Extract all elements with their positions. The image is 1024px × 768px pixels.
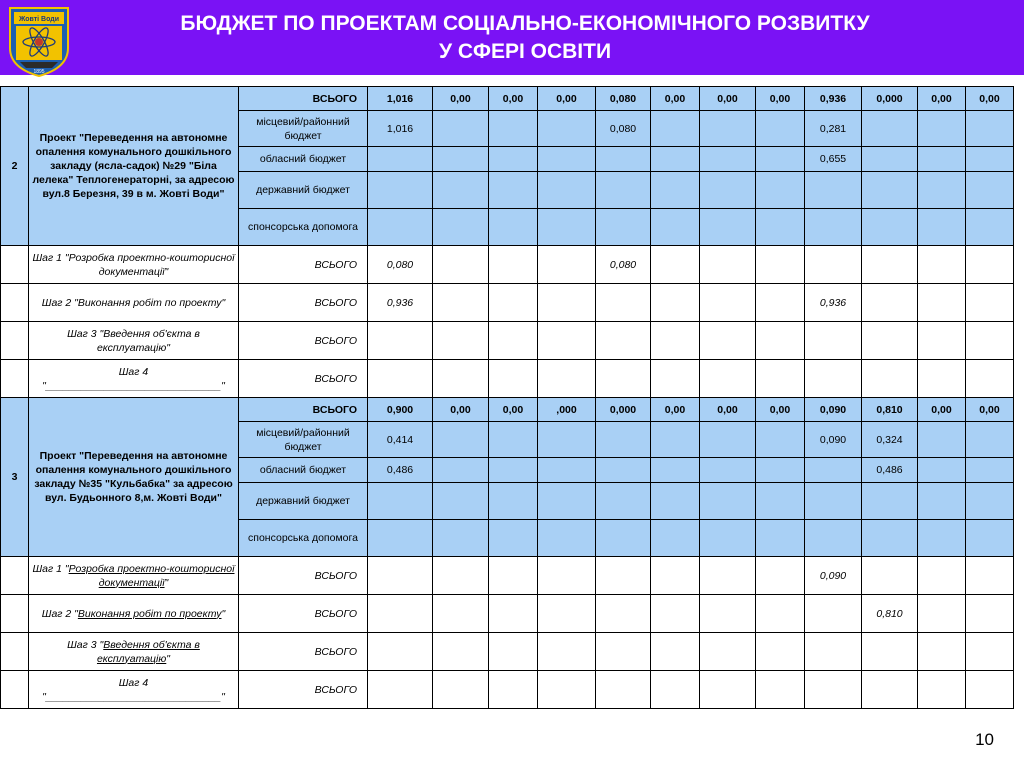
- value-cell: [651, 147, 700, 172]
- step-prefix: Шаг 1 ": [32, 562, 69, 575]
- value-cell: [596, 360, 651, 398]
- value-cell: [966, 147, 1014, 172]
- project-number: 3: [1, 398, 29, 557]
- value-cell: [918, 422, 966, 458]
- value-cell: [756, 422, 805, 458]
- value-cell: [538, 111, 596, 147]
- value-cell: [918, 671, 966, 709]
- table-row: [1, 557, 1014, 595]
- value-cell: [651, 557, 700, 595]
- step-name: [29, 557, 239, 595]
- table-row: [1, 284, 1014, 322]
- step-title: Введення об'єкта в експлуатацію: [96, 638, 200, 665]
- step-name: [29, 671, 239, 709]
- value-cell: [700, 671, 756, 709]
- value-cell: 0,000: [862, 87, 918, 111]
- value-cell: 0,936: [805, 87, 862, 111]
- value-cell: [651, 322, 700, 360]
- value-cell: 1,016: [368, 111, 433, 147]
- value-cell: 0,936: [805, 284, 862, 322]
- funding-source-label: державний бюджет: [239, 483, 368, 520]
- value-cell: [368, 360, 433, 398]
- value-cell: [433, 322, 489, 360]
- step-name: [29, 246, 239, 284]
- value-cell: [489, 458, 538, 483]
- step-total-label: ВСЬОГО: [239, 322, 368, 360]
- value-cell: [538, 557, 596, 595]
- value-cell: [918, 172, 966, 209]
- step-title: Введення об'єкта в експлуатацію: [96, 327, 200, 354]
- value-cell: [805, 520, 862, 557]
- value-cell: 1,016: [368, 87, 433, 111]
- value-cell: [966, 483, 1014, 520]
- value-cell: [918, 209, 966, 246]
- value-cell: 0,810: [862, 595, 918, 633]
- value-cell: 0,00: [489, 398, 538, 422]
- value-cell: [966, 209, 1014, 246]
- table-row: [1, 398, 1014, 422]
- value-cell: [862, 322, 918, 360]
- value-cell: 0,00: [700, 398, 756, 422]
- value-cell: [596, 322, 651, 360]
- budget-table: [0, 86, 1014, 709]
- value-cell: [966, 557, 1014, 595]
- step-suffix: ": [166, 341, 171, 354]
- value-cell: [700, 422, 756, 458]
- empty-cell: [1, 595, 29, 633]
- step-prefix: Шаг 2 ": [41, 296, 78, 309]
- value-cell: [368, 209, 433, 246]
- value-cell: [538, 246, 596, 284]
- value-cell: [805, 360, 862, 398]
- value-cell: [651, 209, 700, 246]
- value-cell: [862, 671, 918, 709]
- value-cell: [700, 172, 756, 209]
- value-cell: [862, 284, 918, 322]
- empty-cell: [1, 557, 29, 595]
- value-cell: 0,00: [489, 87, 538, 111]
- value-cell: [966, 458, 1014, 483]
- value-cell: [756, 633, 805, 671]
- value-cell: [651, 246, 700, 284]
- value-cell: [862, 557, 918, 595]
- funding-source-label: ВСЬОГО: [239, 398, 368, 422]
- value-cell: 0,00: [651, 87, 700, 111]
- value-cell: [756, 147, 805, 172]
- value-cell: [433, 671, 489, 709]
- funding-source-label: місцевий/районний бюджет: [239, 111, 368, 147]
- value-cell: [489, 246, 538, 284]
- value-cell: [918, 111, 966, 147]
- value-cell: [862, 360, 918, 398]
- value-cell: [966, 422, 1014, 458]
- step-name: [29, 322, 239, 360]
- value-cell: 0,281: [805, 111, 862, 147]
- value-cell: [700, 284, 756, 322]
- project-name: Проект "Переведення на автономне опалення комунального дошкільного закладу (ясла-садок) №29 "Біла лелека" Теплогенераторні, за адресою вул.8 Березня, 39 в м. Жовті Води": [29, 87, 239, 246]
- value-cell: [862, 172, 918, 209]
- value-cell: [651, 458, 700, 483]
- value-cell: [489, 111, 538, 147]
- value-cell: [489, 671, 538, 709]
- value-cell: 0,810: [862, 398, 918, 422]
- value-cell: [368, 595, 433, 633]
- value-cell: [756, 172, 805, 209]
- value-cell: [538, 147, 596, 172]
- step-prefix: Шаг 4: [118, 365, 149, 378]
- value-cell: [756, 458, 805, 483]
- value-cell: [489, 322, 538, 360]
- value-cell: 0,486: [862, 458, 918, 483]
- value-cell: [966, 246, 1014, 284]
- value-cell: [805, 209, 862, 246]
- step-name: [29, 633, 239, 671]
- value-cell: [489, 360, 538, 398]
- value-cell: 0,080: [368, 246, 433, 284]
- project-name: Проект "Переведення на автономне опалення комунального дошкільного закладу №35 "Кульбабка" за адресою вул. Будьонного 8,м. Жовті Води": [29, 398, 239, 557]
- value-cell: [489, 147, 538, 172]
- value-cell: [862, 111, 918, 147]
- value-cell: [368, 520, 433, 557]
- value-cell: 0,324: [862, 422, 918, 458]
- value-cell: [805, 633, 862, 671]
- value-cell: [700, 209, 756, 246]
- table-row: [1, 87, 1014, 111]
- value-cell: [756, 671, 805, 709]
- value-cell: [489, 520, 538, 557]
- value-cell: [489, 595, 538, 633]
- value-cell: 0,414: [368, 422, 433, 458]
- value-cell: [700, 147, 756, 172]
- value-cell: [596, 633, 651, 671]
- value-cell: [756, 557, 805, 595]
- empty-cell: [1, 246, 29, 284]
- value-cell: [700, 322, 756, 360]
- value-cell: [433, 284, 489, 322]
- value-cell: [918, 147, 966, 172]
- funding-source-label: спонсорська допомога: [239, 520, 368, 557]
- value-cell: [756, 209, 805, 246]
- project-number: 2: [1, 87, 29, 246]
- empty-cell: [1, 633, 29, 671]
- value-cell: [651, 671, 700, 709]
- value-cell: 0,00: [433, 398, 489, 422]
- table-row: [1, 246, 1014, 284]
- step-title: "______________________________": [42, 690, 225, 703]
- value-cell: 0,00: [918, 87, 966, 111]
- value-cell: [538, 284, 596, 322]
- page-number: 10: [975, 730, 994, 749]
- value-cell: [805, 458, 862, 483]
- value-cell: [651, 111, 700, 147]
- value-cell: [862, 483, 918, 520]
- value-cell: [368, 557, 433, 595]
- step-title: "______________________________": [42, 379, 225, 392]
- step-prefix: Шаг 2 ": [41, 607, 78, 620]
- value-cell: 0,00: [966, 398, 1014, 422]
- value-cell: 0,00: [918, 398, 966, 422]
- value-cell: [538, 422, 596, 458]
- value-cell: [368, 671, 433, 709]
- value-cell: 0,00: [433, 87, 489, 111]
- value-cell: [651, 422, 700, 458]
- svg-text:1895: 1895: [33, 69, 45, 75]
- step-title: Розробка проектно-кошторисної документації: [68, 251, 235, 278]
- step-total-label: ВСЬОГО: [239, 360, 368, 398]
- value-cell: [918, 595, 966, 633]
- value-cell: [596, 520, 651, 557]
- value-cell: [489, 284, 538, 322]
- value-cell: [966, 284, 1014, 322]
- value-cell: [651, 633, 700, 671]
- value-cell: [700, 246, 756, 284]
- value-cell: [651, 595, 700, 633]
- value-cell: [651, 172, 700, 209]
- value-cell: [966, 595, 1014, 633]
- value-cell: [651, 520, 700, 557]
- value-cell: [918, 246, 966, 284]
- value-cell: 0,000: [596, 398, 651, 422]
- value-cell: [489, 633, 538, 671]
- value-cell: [538, 520, 596, 557]
- step-prefix: Шаг 3 ": [67, 638, 104, 651]
- value-cell: [596, 483, 651, 520]
- table-row: [1, 595, 1014, 633]
- step-title: Виконання робіт по проекту: [77, 296, 222, 309]
- value-cell: [805, 246, 862, 284]
- value-cell: 0,900: [368, 398, 433, 422]
- value-cell: [651, 360, 700, 398]
- value-cell: [489, 172, 538, 209]
- value-cell: [596, 557, 651, 595]
- step-prefix: Шаг 4: [118, 676, 149, 689]
- value-cell: 0,080: [596, 246, 651, 284]
- value-cell: 0,00: [651, 398, 700, 422]
- value-cell: [756, 360, 805, 398]
- value-cell: [700, 520, 756, 557]
- value-cell: [538, 633, 596, 671]
- value-cell: [596, 147, 651, 172]
- empty-cell: [1, 322, 29, 360]
- value-cell: [700, 633, 756, 671]
- funding-source-label: ВСЬОГО: [239, 87, 368, 111]
- value-cell: [489, 483, 538, 520]
- value-cell: [433, 360, 489, 398]
- value-cell: [918, 557, 966, 595]
- table-row: [1, 360, 1014, 398]
- value-cell: [368, 483, 433, 520]
- value-cell: [433, 520, 489, 557]
- value-cell: [918, 458, 966, 483]
- value-cell: [538, 172, 596, 209]
- empty-cell: [1, 360, 29, 398]
- empty-cell: [1, 284, 29, 322]
- value-cell: [805, 172, 862, 209]
- value-cell: [862, 520, 918, 557]
- value-cell: [538, 458, 596, 483]
- value-cell: 0,00: [756, 87, 805, 111]
- step-total-label: ВСЬОГО: [239, 246, 368, 284]
- value-cell: [966, 520, 1014, 557]
- funding-source-label: спонсорська допомога: [239, 209, 368, 246]
- value-cell: [596, 422, 651, 458]
- svg-text:Жовті Води: Жовті Води: [18, 16, 60, 23]
- value-cell: [700, 483, 756, 520]
- value-cell: 0,00: [756, 398, 805, 422]
- value-cell: [538, 209, 596, 246]
- value-cell: [433, 209, 489, 246]
- title-line-2: У СФЕРІ ОСВІТИ: [438, 40, 612, 63]
- funding-source-label: обласний бюджет: [239, 147, 368, 172]
- value-cell: [651, 483, 700, 520]
- funding-source-label: державний бюджет: [239, 172, 368, 209]
- value-cell: [433, 422, 489, 458]
- step-prefix: Шаг 1 ": [32, 251, 69, 264]
- step-suffix: ": [221, 296, 226, 309]
- step-total-label: ВСЬОГО: [239, 284, 368, 322]
- value-cell: [596, 595, 651, 633]
- step-title: Розробка проектно-кошторисної документації: [68, 562, 235, 589]
- value-cell: ,000: [538, 398, 596, 422]
- step-suffix: ": [164, 265, 169, 278]
- empty-cell: [1, 671, 29, 709]
- funding-source-label: обласний бюджет: [239, 458, 368, 483]
- value-cell: [862, 633, 918, 671]
- value-cell: [700, 595, 756, 633]
- step-name: [29, 595, 239, 633]
- value-cell: [596, 284, 651, 322]
- value-cell: [805, 595, 862, 633]
- value-cell: [700, 360, 756, 398]
- page-title: [90, 10, 960, 66]
- table-row: [1, 671, 1014, 709]
- value-cell: [489, 209, 538, 246]
- value-cell: [756, 322, 805, 360]
- value-cell: [756, 520, 805, 557]
- value-cell: [700, 557, 756, 595]
- value-cell: 0,00: [966, 87, 1014, 111]
- value-cell: [538, 322, 596, 360]
- value-cell: [756, 595, 805, 633]
- step-total-label: ВСЬОГО: [239, 671, 368, 709]
- value-cell: [805, 322, 862, 360]
- value-cell: [368, 172, 433, 209]
- value-cell: [596, 209, 651, 246]
- value-cell: 0,00: [538, 87, 596, 111]
- value-cell: [433, 246, 489, 284]
- value-cell: [966, 111, 1014, 147]
- value-cell: [368, 147, 433, 172]
- value-cell: 0,00: [700, 87, 756, 111]
- value-cell: [862, 209, 918, 246]
- value-cell: [368, 322, 433, 360]
- step-suffix: ": [221, 607, 226, 620]
- value-cell: [966, 633, 1014, 671]
- value-cell: [966, 360, 1014, 398]
- step-suffix: ": [164, 576, 169, 589]
- value-cell: [538, 360, 596, 398]
- value-cell: [918, 284, 966, 322]
- value-cell: [805, 671, 862, 709]
- value-cell: [918, 360, 966, 398]
- value-cell: 0,486: [368, 458, 433, 483]
- value-cell: [596, 172, 651, 209]
- value-cell: [805, 483, 862, 520]
- value-cell: [966, 671, 1014, 709]
- value-cell: [756, 246, 805, 284]
- value-cell: [433, 595, 489, 633]
- value-cell: 0,655: [805, 147, 862, 172]
- step-total-label: ВСЬОГО: [239, 633, 368, 671]
- value-cell: [433, 458, 489, 483]
- value-cell: 0,080: [596, 111, 651, 147]
- value-cell: 0,090: [805, 422, 862, 458]
- value-cell: [756, 483, 805, 520]
- value-cell: [538, 671, 596, 709]
- funding-source-label: місцевий/районний бюджет: [239, 422, 368, 458]
- value-cell: [862, 246, 918, 284]
- value-cell: [918, 520, 966, 557]
- value-cell: 0,936: [368, 284, 433, 322]
- value-cell: [756, 284, 805, 322]
- value-cell: 0,090: [805, 557, 862, 595]
- value-cell: [489, 422, 538, 458]
- value-cell: [966, 172, 1014, 209]
- value-cell: [433, 557, 489, 595]
- value-cell: [918, 483, 966, 520]
- value-cell: [596, 458, 651, 483]
- value-cell: [433, 111, 489, 147]
- step-title: Виконання робіт по проекту: [77, 607, 222, 620]
- value-cell: [368, 633, 433, 671]
- table-row: [1, 322, 1014, 360]
- title-line-1: БЮДЖЕТ ПО ПРОЕКТАМ СОЦІАЛЬНО-ЕКОНОМІЧНОГО РОЗВИТКУ: [180, 12, 870, 35]
- step-suffix: ": [166, 652, 171, 665]
- value-cell: [433, 147, 489, 172]
- step-prefix: Шаг 3 ": [67, 327, 104, 340]
- value-cell: 0,080: [596, 87, 651, 111]
- value-cell: [756, 111, 805, 147]
- value-cell: [538, 595, 596, 633]
- value-cell: 0,090: [805, 398, 862, 422]
- value-cell: [651, 284, 700, 322]
- city-coat-of-arms-logo: [4, 4, 74, 78]
- value-cell: [918, 322, 966, 360]
- value-cell: [489, 557, 538, 595]
- value-cell: [433, 172, 489, 209]
- value-cell: [918, 633, 966, 671]
- step-name: [29, 360, 239, 398]
- table-row: [1, 633, 1014, 671]
- value-cell: [966, 322, 1014, 360]
- value-cell: [700, 111, 756, 147]
- value-cell: [862, 147, 918, 172]
- value-cell: [700, 458, 756, 483]
- value-cell: [433, 633, 489, 671]
- value-cell: [538, 483, 596, 520]
- step-name: [29, 284, 239, 322]
- step-total-label: ВСЬОГО: [239, 557, 368, 595]
- value-cell: [433, 483, 489, 520]
- step-total-label: ВСЬОГО: [239, 595, 368, 633]
- value-cell: [596, 671, 651, 709]
